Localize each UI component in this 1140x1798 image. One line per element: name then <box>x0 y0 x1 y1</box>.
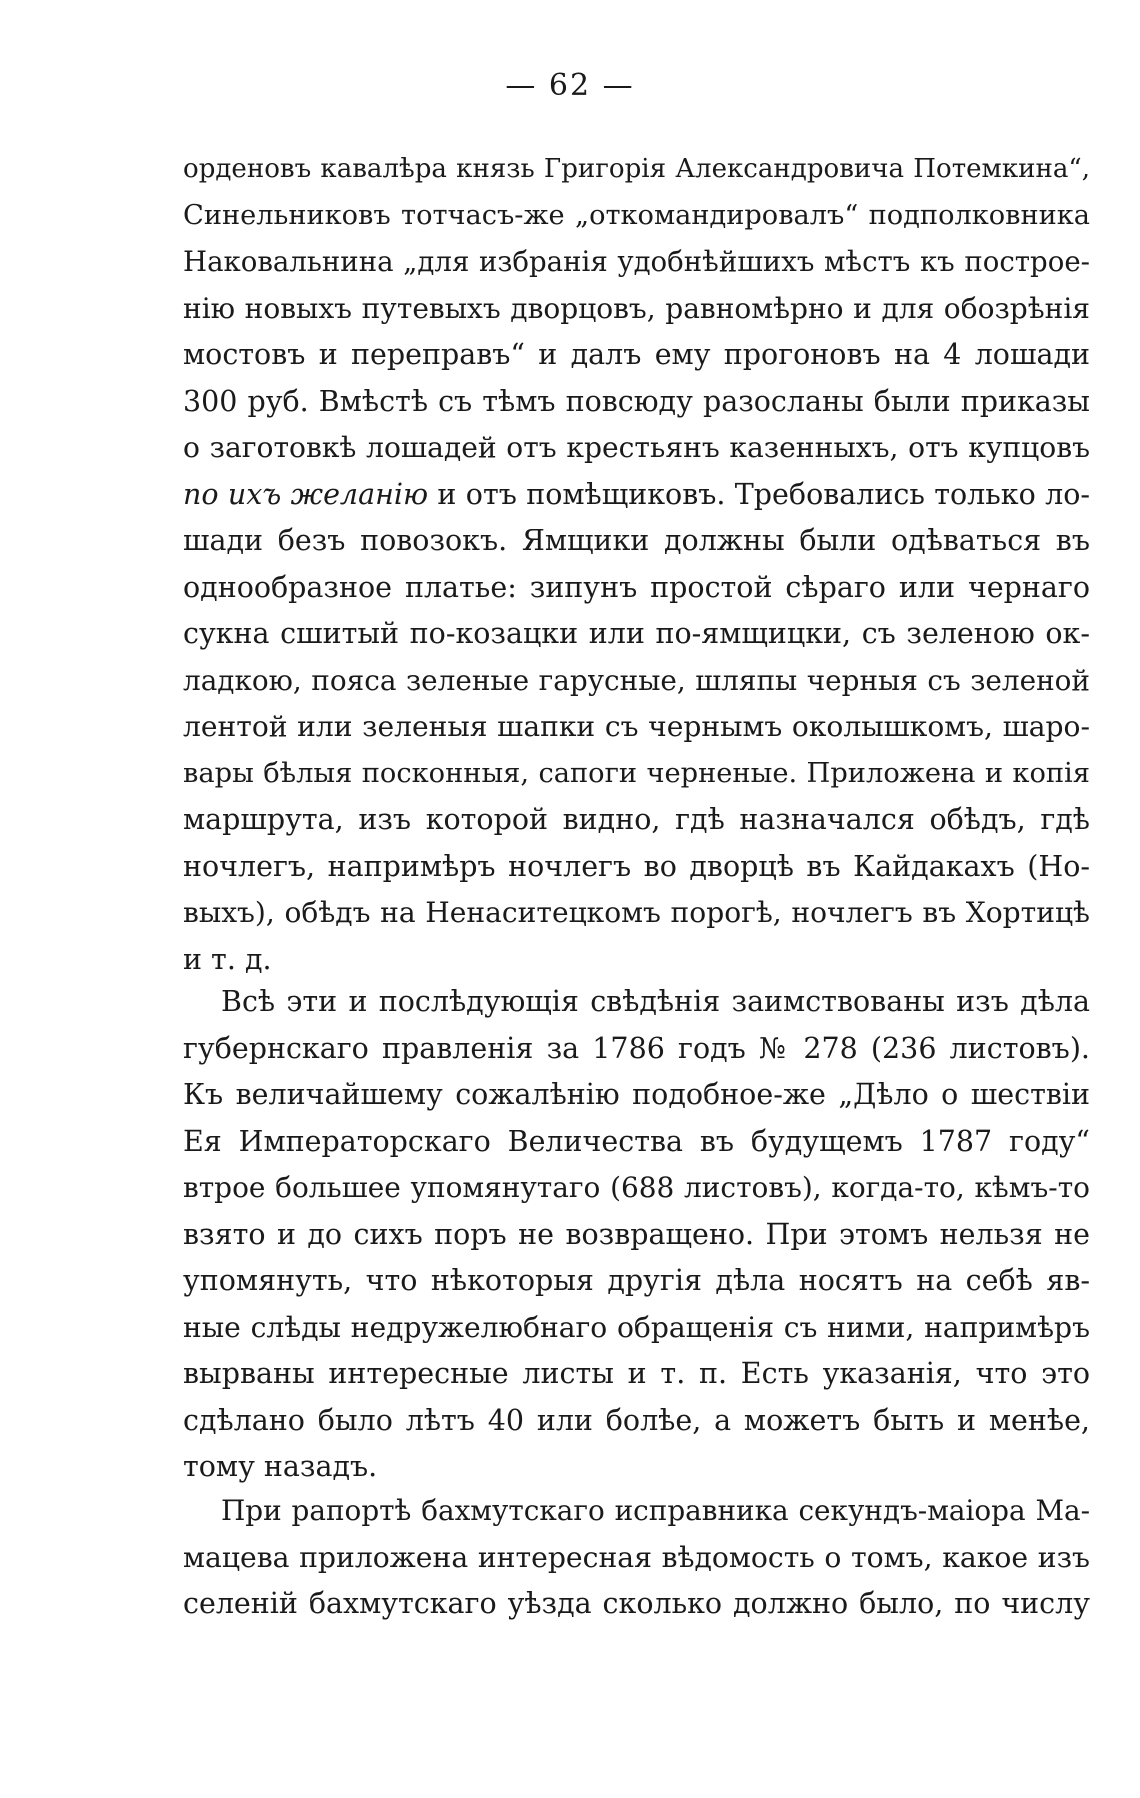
text-line: Ея Императорскаго Величества въ будущемъ 1787 году“ <box>183 1124 1090 1158</box>
text-line: ные слѣды недружелюбнаго обращенія съ ними, напримѣръ <box>183 1310 1090 1344</box>
text-line: орденовъ кавалѣра князь Григорія Александровича Потемкина“, <box>183 154 1090 184</box>
paragraph-3 <box>183 1488 1090 1628</box>
text-line: Наковальнина „для избранія удобнѣйшихъ мѣстъ къ построе- <box>183 245 1090 278</box>
text-line: Всѣ эти и послѣдующія свѣдѣнія заимствованы изъ дѣла <box>221 985 1090 1018</box>
text-line: селеній бахмутскаго уѣзда сколько должно было, по числу <box>183 1587 1090 1620</box>
text-line: однообразное платье: зипунъ простой сѣраго или чернаго <box>183 570 1090 604</box>
text-line: шади безъ повозокъ. Ямщики должны были одѣваться въ <box>183 524 1090 557</box>
line-continuation: и отъ помѣщиковъ. Требовались только ло- <box>428 477 1090 511</box>
text-line: вары бѣлыя посконныя, сапоги черненые. Приложена и копія <box>183 757 1090 789</box>
text-line: мостовъ и переправъ“ и далъ ему прогоновъ на 4 лошади <box>183 338 1090 371</box>
text-line: Къ величайшему сожалѣнію подобное-же „Дѣло о шествіи <box>183 1078 1090 1111</box>
text-line: При рапортѣ бахмутскаго исправника секундъ-маіора Ма- <box>221 1494 1090 1527</box>
text-line: маршрута, изъ которой видно, гдѣ назначался обѣдъ, гдѣ <box>183 803 1090 836</box>
text-line: и т. д. <box>183 942 272 976</box>
text-line: сдѣлано было лѣтъ 40 или болѣе, а можетъ быть и менѣе, <box>183 1403 1090 1437</box>
text-line: тому назадъ. <box>183 1450 378 1483</box>
text-line: 300 руб. Вмѣстѣ съ тѣмъ повсюду разосланы были приказы <box>183 384 1090 418</box>
text-line: мацева приложена интересная вѣдомость о томъ, какое изъ <box>183 1540 1090 1574</box>
text-line: ладкою, пояса зеленые гарусные, шляпы черныя съ зеленой <box>183 663 1090 697</box>
text-line: сукна сшитый по-козацки или по-ямщицки, съ зеленою ок- <box>183 617 1090 650</box>
text-line: губернскаго правленія за 1786 годъ № 278 (236 листовъ). <box>183 1031 1090 1065</box>
text-line: нію новыхъ путевыхъ дворцовъ, равномѣрно и для обозрѣнія <box>183 291 1090 325</box>
text-line: Синельниковъ тотчасъ-же „откомандировалъ“ подполковника <box>183 199 1090 231</box>
text-line: взято и до сихъ поръ не возвращено. При этомъ нельзя не <box>183 1217 1090 1251</box>
italic-phrase: по ихъ желанію <box>183 477 429 511</box>
page-number: — 62 — <box>505 68 635 103</box>
text-line: втрое большее упомянутаго (688 листовъ), когда-то, кѣмъ-то <box>183 1171 1090 1204</box>
text-line: вырваны интересные листы и т. п. Есть указанія, что это <box>183 1357 1090 1390</box>
text-line: выхъ), обѣдъ на Ненаситецкомъ порогѣ, ночлегъ въ Хортицѣ <box>183 896 1090 929</box>
text-line: лентой или зеленыя шапки съ чернымъ околышкомъ, шаро- <box>183 710 1090 743</box>
paragraph-1 <box>183 146 1090 983</box>
text-line: ночлегъ, напримѣръ ночлегъ во дворцѣ въ Кайдакахъ (Но- <box>183 849 1090 883</box>
text-line: упомянуть, что нѣкоторыя другія дѣла носятъ на себѣ яв- <box>183 1264 1090 1297</box>
text-line <box>183 472 1090 519</box>
text-line: о заготовкѣ лошадей отъ крестьянъ казенныхъ, отъ купцовъ <box>183 431 1090 464</box>
paragraph-2 <box>183 979 1090 1491</box>
